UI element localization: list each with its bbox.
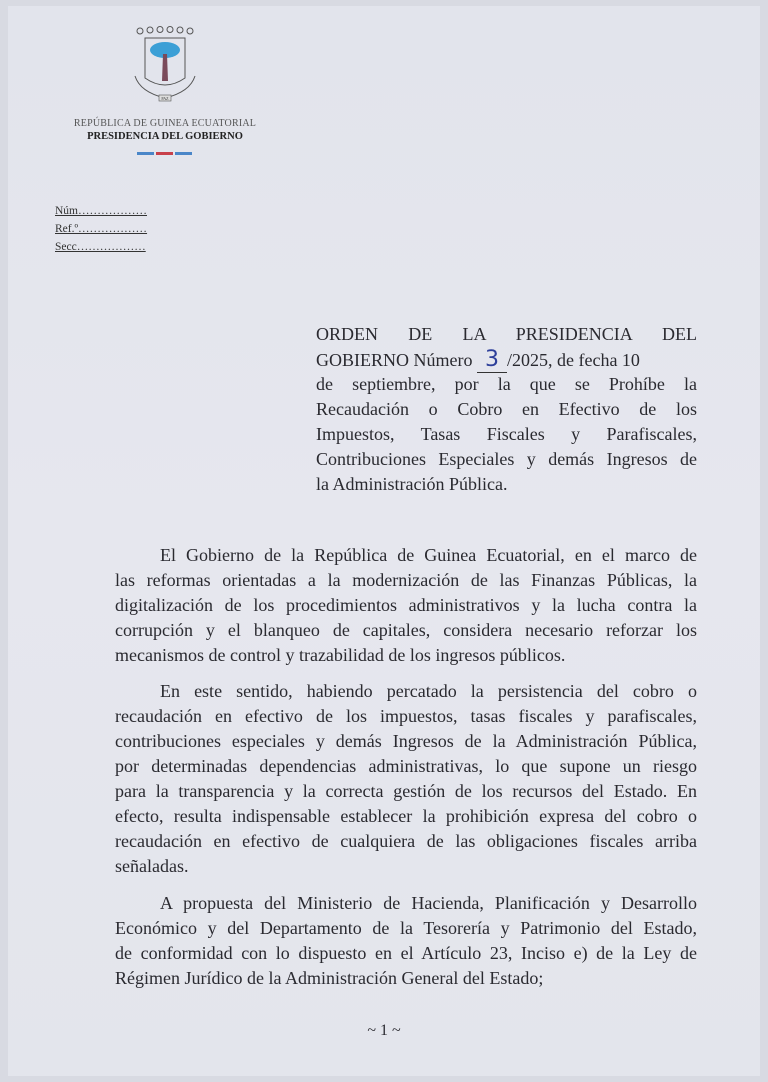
title-line: Impuestos, Tasas Fiscales y Parafiscales, — [316, 424, 697, 444]
body-line: recaudación en efectivo de los impuestos, tasas fiscales y parafiscales, — [115, 706, 697, 726]
body-line: Régimen Jurídico de la Administración General del Estado; — [115, 968, 544, 988]
body-line: mecanismos de control y trazabilidad de los ingresos públicos. — [115, 645, 566, 665]
body-line: efecto, resulta indispensable establecer la prohibición expresa del cobro o — [115, 806, 697, 826]
flag-stripe-blue — [137, 152, 154, 155]
body-line: Económico y del Departamento de la Tesorería y Patrimonio del Estado, — [115, 918, 697, 938]
coat-of-arms-icon — [130, 26, 200, 106]
title-line: Contribuciones Especiales y demás Ingresos de — [316, 449, 697, 469]
body-line: El Gobierno de la República de Guinea Ecuatorial, en el marco de — [160, 545, 697, 565]
body-line: por determinadas dependencias administrativas, lo que supone un riesgo — [115, 756, 697, 776]
title-line: la Administración Pública. — [316, 474, 508, 494]
flag-stripe-blue — [175, 152, 192, 155]
title-line: de septiembre, por la que se Prohíbe la — [316, 374, 697, 394]
office-name: PRESIDENCIA DEL GOBIERNO — [87, 131, 243, 142]
body-line: digitalización de los procedimientos administrativos y la lucha contra la — [115, 595, 697, 615]
handwritten-number: 3 — [477, 347, 507, 373]
body-line: A propuesta del Ministerio de Hacienda, Planificación y Desarrollo — [160, 893, 697, 913]
ref-number-field: Núm……………… — [55, 205, 147, 217]
title-line: ORDEN DE LA PRESIDENCIA DEL — [316, 324, 697, 344]
ref-section-field: Secc……………… — [55, 241, 146, 253]
page-number: ~ 1 ~ — [367, 1022, 401, 1039]
body-line: de conformidad con lo dispuesto en el Artículo 23, Inciso e) de la Ley de — [115, 943, 697, 963]
body-line: contribuciones especiales y demás Ingresos de la Administración Pública, — [115, 731, 697, 751]
ref-reference-field: Ref.º……………… — [55, 223, 148, 235]
title-line — [316, 347, 697, 373]
body-line: las reformas orientadas a la modernización de las Finanzas Públicas, la — [115, 570, 697, 590]
title-line: Recaudación o Cobro en Efectivo de los — [316, 399, 697, 419]
body-line: recaudación en efectivo de cualquiera de las obligaciones fiscales arriba — [115, 831, 697, 851]
body-line: señaladas. — [115, 856, 189, 876]
title-text: /2025, de fecha 10 — [506, 350, 640, 370]
body-line: corrupción y el blanqueo de capitales, considera necesario reforzar los — [115, 620, 697, 640]
republic-name: REPÚBLICA DE GUINEA ECUATORIAL — [73, 118, 257, 129]
body-line: para la transparencia y la correcta gestión de los recursos del Estado. En — [115, 781, 697, 801]
body-line: En este sentido, habiendo percatado la persistencia del cobro o — [160, 681, 697, 701]
title-text: GOBIERNO Número — [316, 350, 473, 370]
crest-motto: PAZ — [161, 96, 169, 101]
flag-stripe-red — [156, 152, 173, 155]
